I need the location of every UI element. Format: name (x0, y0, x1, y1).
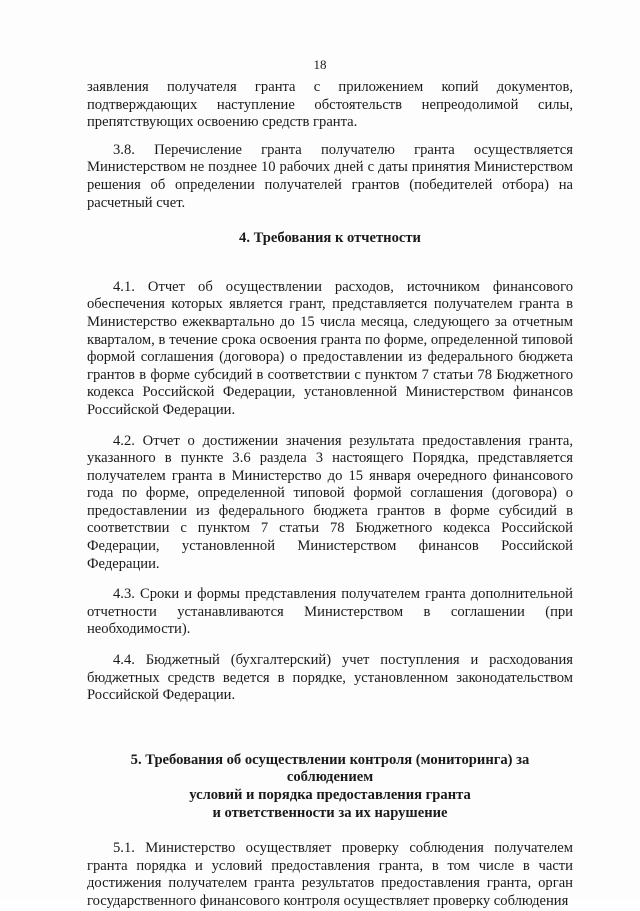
document-body (87, 79, 573, 911)
section-heading-5-line-3: и ответственности за их нарушение (212, 804, 448, 821)
paragraph-3-8: 3.8. Перечисление гранта получателю гранта осуществляется Министерством не позднее 10 рабочих дней с даты принятия Министерством решения об определении получателей грантов (победителей отбора) на расчетный счет. (87, 141, 573, 211)
section-heading-4: 4. Требования к отчетности (239, 230, 421, 247)
paragraph-4-2: 4.2. Отчет о достижении значения результата предоставления гранта, указанного в пункте 3.6 раздела 3 настоящего Порядка, представляется получателем гранта в Министерство до 15 января очередного финансового года по форме, определенной типовой формой соглашения (договора) о предоставлении из федерального бюджета грантов в форме субсидий в соответствии с пунктом 7 статьи 78 Бюджетного кодекса Российской Федерации, установленной Министерством финансов Российской Федерации. (87, 432, 573, 572)
page-number: 18 (313, 57, 327, 72)
paragraph-intro: заявления получателя гранта с приложением копий документов, подтверждающих наступление обстоятельств непреодолимой силы, препятствующих освоению средств гранта. (87, 79, 573, 131)
paragraph-4-3: 4.3. Сроки и формы представления получателем гранта дополнительной отчетности устанавливаются Министерством в соглашении (при необходимости). (87, 586, 573, 638)
section-heading-5-line-2: условий и порядка предоставления гранта (189, 787, 471, 803)
paragraph-4-1: 4.1. Отчет об осуществлении расходов, источником финансового обеспечения которых является грант, представляется получателем гранта в Министерство ежеквартально до 15 числа месяца, следующего за отчетным кварталом, в течение срока освоения гранта по форме, определенной типовой формой соглашения (договора) о предоставлении из федерального бюджета грантов в форме субсидий в соответствии с пунктом 7 статьи 78 Бюджетного кодекса Российской Федерации, установленной Министерством финансов Российской Федерации. (87, 278, 573, 418)
section-heading-5-line-1: 5. Требования об осуществлении контроля (мониторинга) за соблюдением (130, 751, 530, 786)
paragraph-4-4: 4.4. Бюджетный (бухгалтерский) учет поступления и расходования бюджетных средств ведется в порядке, установленном законодательством Российской Федерации. (87, 652, 573, 704)
paragraph-5-1: 5.1. Министерство осуществляет проверку соблюдения получателем гранта порядка и условий предоставления гранта, в том числе в части достижения получателем гранта результатов предоставления гранта, орган государственного финансового контроля осуществляет проверку соблюдения (87, 840, 573, 909)
